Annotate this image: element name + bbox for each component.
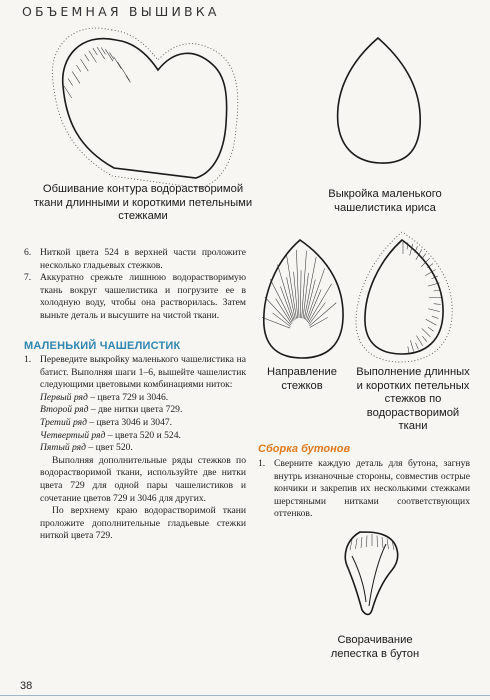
stitch-line bbox=[361, 537, 362, 548]
row-item: Первый ряд – цвета 729 и 3046. bbox=[40, 391, 169, 403]
section-title-small-sepal: МАЛЕНЬКИЙ ЧАШЕЛИСТИК bbox=[24, 340, 181, 352]
section-buds-body bbox=[258, 458, 470, 521]
row-item: Четвертый ряд – цвета 520 и 524. bbox=[40, 429, 181, 441]
caption-execution: Выполнение длинных и коротких петельных стежков по водорастворимой ткани bbox=[356, 366, 470, 432]
stitch-line bbox=[382, 537, 383, 548]
section-small-sepal-body bbox=[24, 354, 246, 543]
paragraph-extra-rows: Выполняя дополнительные ряды стежков по водорастворимой ткани, используйте две нитки цвета 729 для одной пары чашелистиков и сочетание цветов 729 и 3046 для других. bbox=[40, 454, 246, 504]
stitch-line bbox=[367, 536, 368, 548]
stitch-line bbox=[387, 539, 389, 550]
caption-heart: Обшивание контура водорастворимой ткани длинными и короткими петельными стежками bbox=[33, 183, 253, 222]
stitch-line bbox=[356, 539, 358, 550]
running-header: ОБЪЕМНАЯ ВЫШИВКА bbox=[22, 4, 220, 19]
row-item: Второй ряд – две нитки цвета 729. bbox=[40, 404, 183, 416]
row-item: Третий ряд – цвета 3046 и 3047. bbox=[40, 416, 173, 428]
row-item: Пятый ряд – цвет 520. bbox=[40, 442, 133, 454]
page-number: 38 bbox=[20, 680, 33, 692]
section-title-buds: Сборка бутонов bbox=[258, 443, 351, 455]
caption-iris-pattern: Выкройка маленького чашелистика ириса bbox=[328, 188, 442, 214]
caption-direction: Направление стежков bbox=[267, 366, 337, 392]
step-7: 7. Аккуратно срежьте лишнюю водорастворимую ткань вокруг чашелистика и погрузите ее в холодную воду, чтобы она растворилась. Затем выньте деталь и высушите на чистой ткани. bbox=[24, 272, 246, 321]
small-step-1: 1. Переведите выкройку маленького чашелистика на батист. Выполняя шаги 1–6, вышейте чашелистик следующими цветовыми комбинациями ниток: bbox=[24, 354, 246, 391]
step-6: 6. Ниткой цвета 524 в верхней части проложите несколько гладьевых стежков. bbox=[24, 247, 246, 271]
paragraph-top-edge: По верхнему краю водорастворимой ткани проложите дополнительные гладьевые стежки ниткой цвета 729. bbox=[40, 505, 246, 542]
stitch-line bbox=[377, 536, 378, 548]
row-list bbox=[24, 392, 246, 543]
steps-top bbox=[24, 247, 246, 323]
caption-fold: Сворачивание лепестка в бутон bbox=[330, 634, 420, 660]
buds-step-1: 1. Сверните каждую деталь для бутона, загнув внутрь изнаночные стороны, совместив острые кончики и закрепив их несколькими стежками шерстяными нитками соответствующих оттенков. bbox=[258, 458, 470, 520]
bottom-rule bbox=[0, 695, 490, 696]
